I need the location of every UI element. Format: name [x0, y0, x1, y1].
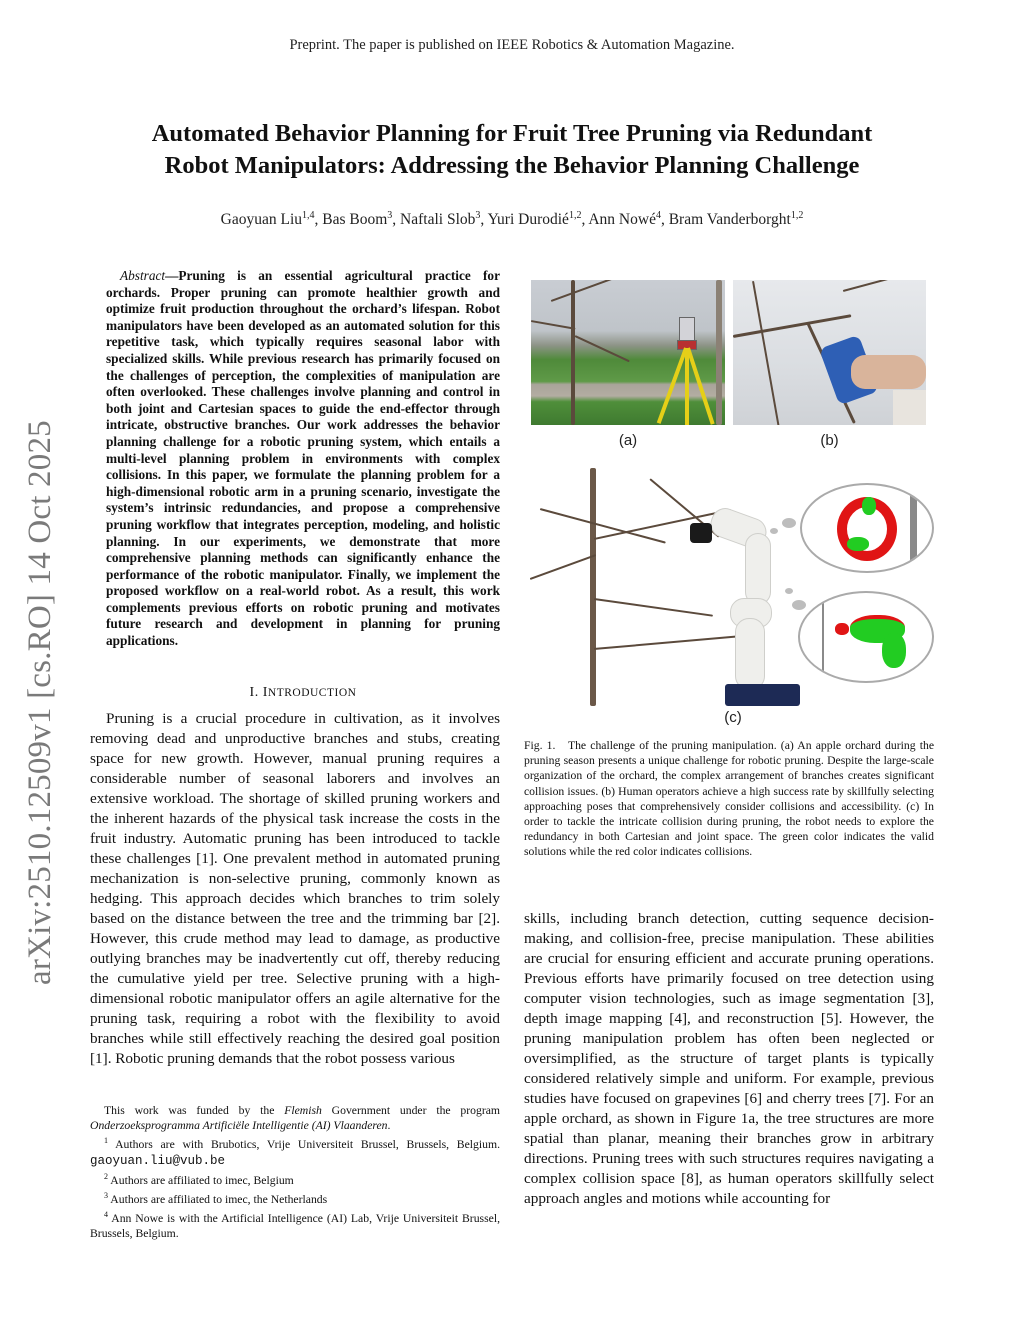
intro-paragraph-continued: skills, including branch detection, cutting sequence decision-making, and collision-free, precise manipulation. These abilities are crucial for ensuring efficient and accurate pruning operations. Previous efforts have primarily focused on tree detection using computer vision technologies, such as image segmentation [3], depth image mapping [4], and reconstruction [5]. However, the pruning manipulation problem has often been neglected or oversimplified, as the structure of target plants is typically considered relatively simple and uniform. For example, previous studies have focused on grapevines [6] and cherry trees [7]. For an apple orchard, as shown in Figure 1a, the tree structures are more spatial than planar, meaning their branches grow in arbitrary directions. Pruning trees with such structures requires navigating a complex collision space [8], as human operators skillfully select approach angles and motions while accounting for: [524, 910, 934, 1207]
figure-1c-robot-illustration: [530, 468, 936, 706]
author: Ann Nowé$^4$: [588, 210, 661, 229]
figure-label: Fig. 1.: [524, 739, 556, 752]
footnotes: [90, 1103, 500, 1241]
abstract-label: Abstract: [120, 268, 166, 283]
author: Bram Vanderborght$^{1,2}$: [668, 210, 804, 229]
introduction-right-column: [524, 909, 934, 1209]
title-line-2: Robot Manipulators: Addressing the Behavior Planning Challenge: [164, 152, 860, 179]
author: Gaoyuan Liu$^{1,4}$: [220, 210, 315, 229]
abstract-text: Pruning is an essential agricultural practice for orchards. Proper pruning can promote healthier growth and optimize fruit production throughout the orchard’s lifespan. Robot manipulators have been developed as an automated solution for this repetitive task, which typically requires seasonal labor with specialized skills. While previous research has primarily focused on the challenges of perception, the complexities of manipulation are often overlooked. These challenges involve planning and control in both joint and Cartesian spaces to guide the end-effector through intricate, obstructive branches. Our work addresses the behavior planning challenge for a robotic pruning system, which entails a multi-level planning problem in environments with complex collisions. In this paper, we formulate the planning problem for a high-dimensional robotic arm in a pruning scenario, investigate the system’s intrinsic redundancies, and propose a comprehensive pruning workflow that integrates perception, modeling, and holistic planning. In our experiments, we demonstrate that more comprehensive planning methods can significantly enhance the performance of the robotic manipulator. Finally, we implement the proposed workflow on a real-world robot. As a result, this work complements previous efforts on robotic pruning and motivates future research and development in planning for pruning applications.: [106, 268, 500, 649]
author: Naftali Slob$^3$: [400, 210, 481, 229]
intro-paragraph: Pruning is a crucial procedure in cultivation, as it involves removing dead and unproductive branches and stubs, creating space for new growth. However, manual pruning requires a considerable number of seasonal laborers and involves an extensive workload. The shortage of skilled pruning workers and the inherent hazards of the physical task increase the costs in the fruit industry. Automatic pruning has been introduced to tackle these challenges [1]. One prevalent method in automated pruning mechanization is non-selective pruning, commonly known as hedging. This approach decides which branches to trim solely based on the distance between the tree and the trimming bar [2]. However, this crude method may lead to damage, as productive outlying branches may be inadvertently cut off, thereby reducing the cumulative yield per tree. Selective pruning with a high-dimensional robotic manipulator offers an agile alternative for the pruning task, requiring a robot with the flexibility to avoid branches while still effectively reaching the desired goal position [1]. Robotic pruning demands that the robot possess various: [90, 710, 500, 1067]
preprint-note: Preprint. The paper is published on IEEE Robotics & Automation Magazine.: [289, 37, 735, 53]
author: Yuri Durodié$^{1,2}$: [487, 210, 582, 229]
collision-zoom-ellipse-top: [800, 483, 934, 573]
footnote-1: $^1$ Authors are with Brubotics, Vrije Universiteit Brussel, Brussels, Belgium. gaoyuan.liu@vub.be: [90, 1136, 500, 1168]
figure-1a-label: (a): [618, 432, 638, 449]
introduction-left-column: [90, 709, 500, 1069]
figure-1c-label: (c): [724, 709, 742, 726]
funding-note: This work was funded by the Flemish Government under the program Onderzoeksprogramma Artificiële Intelligentie (AI) Vlaanderen.: [90, 1104, 500, 1133]
footnote-3: $^3$ Authors are affiliated to imec, the Netherlands: [104, 1190, 328, 1206]
abstract: Abstract—Pruning is an essential agricultural practice for orchards. Proper pruning can promote healthier growth and optimize fruit production throughout the orchard’s lifespan. Robot manipulators have been developed as an automated solution for this repetitive task, which typically requires seasonal labor with specialized skills. While previous research has primarily focused on the challenges of perception, the complexities of manipulation are often overlooked. These challenges involve planning and control in both joint and Cartesian spaces to guide the end-effector through intricate, obstructive branches. Our work addresses the behavior planning challenge for a robotic pruning system, which entails a multi-level planning problem in environments with complex collisions. In this paper, we formulate the planning problem for a high-dimensional robotic arm in a pruning scenario, investigate the system’s intrinsic redundancies, and propose a comprehensive pruning workflow that integrates perception, modeling, and holistic planning. In our experiments, we demonstrate that more comprehensive planning methods can significantly enhance the performance of the robotic manipulator. Finally, we implement the proposed workflow on a real-world robot. As a result, this work complements previous efforts on robotic pruning and motivates future research and development in planning for pruning applications.: [106, 268, 500, 649]
footnote-2: $^2$ Authors are affiliated to imec, Belgium: [104, 1171, 294, 1187]
figure-1b-hand-pruner-photo: [733, 280, 926, 425]
figure-1b-label: (b): [820, 432, 839, 449]
author: Bas Boom$^3$: [322, 210, 393, 229]
title-line-1: Automated Behavior Planning for Fruit Tree Pruning via Redundant: [151, 120, 873, 147]
collision-zoom-ellipse-bottom: [798, 591, 934, 683]
arxiv-stamp[interactable]: arXiv:2510.12509v1 [cs.RO] 14 Oct 2025: [22, 420, 58, 985]
footnote-4: $^4$ Ann Nowe is with the Artificial Intelligence (AI) Lab, Vrije Universiteit Brussel, Brussels, Belgium.: [90, 1209, 500, 1240]
figure-1a-orchard-photo: [531, 280, 725, 425]
author-list: Gaoyuan Liu$^{1,4}$, Bas Boom$^3$, Naftali Slob$^3$, Yuri Durodié$^{1,2}$, Ann Nowé$^4$, Bram Vanderborght$^{1,2}$: [220, 210, 804, 229]
paper-title: [90, 118, 934, 182]
figure-1-caption: Fig. 1. The challenge of the pruning manipulation. (a) An apple orchard during the pruning season presents a unique challenge for robotic pruning. Despite the large-scale organization of the orchard, the complex arrangement of branches creates significant collision issues. (b) Human operators achieve a high success rate by skillfully selecting approaching poses that comprehensively consider collisions and accessibility. (c) In order to tackle the intricate collision during pruning, the robot needs to explore the redundancy in both Cartesian and joint space. The green color indicates the valid solutions while the red color indicates collisions.: [524, 739, 935, 859]
author-email-link[interactable]: gaoyuan.liu@vub.be: [90, 1153, 226, 1168]
section-heading-introduction: I. INTRODUCTION: [249, 685, 357, 700]
